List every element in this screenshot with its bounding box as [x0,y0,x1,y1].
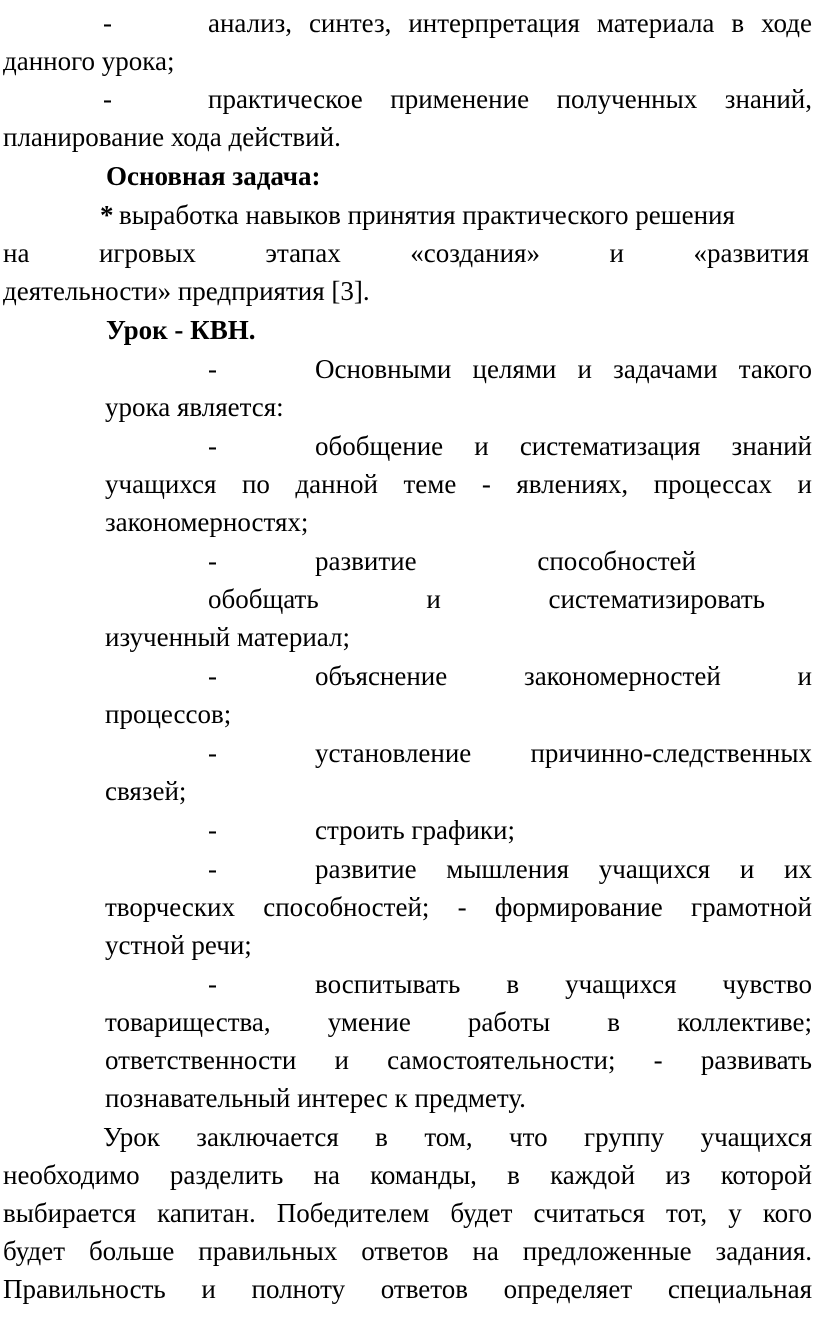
list-item-text: творческих способностей; - формирование грамотной [105,892,812,922]
list-item-text: воспитывать в учащихся чувство [315,969,812,999]
list-dash: - [208,661,217,691]
list-item-text: развитие способностей [315,546,696,576]
list-item-text: устной речи; [105,930,252,960]
list-item-text: установление причинно-следственных [315,738,812,768]
list-item-text: познавательный интерес к предмету. [105,1083,526,1113]
list-item-text: учащихся по данной теме - явлениях, процессах и [105,469,812,499]
paragraph-line: выработка навыков принятия практического решения [119,200,735,230]
section-heading: Урок - КВН. [106,315,256,345]
list-item-text: закономерностях; [105,507,309,537]
section-heading: Основная задача: [106,161,321,191]
list-item-text: практическое применение полученных знаний, [208,84,812,114]
list-item-text: развитие мышления учащихся и их [315,854,812,884]
paragraph-line: Правильность и полноту ответов определяет специальная [3,1274,812,1304]
list-item-text: планирование хода действий. [3,122,341,152]
list-item-text: связей; [105,776,187,806]
list-item-text: процессов; [105,699,232,729]
list-item-text: объяснение закономерностей и [315,661,812,691]
paragraph-line: необходимо разделить на команды, в каждой из которой [3,1160,812,1190]
list-item-text: обобщение и систематизация знаний [315,431,812,461]
bullet-star: * [100,200,114,230]
paragraph-line: выбирается капитан. Победителем будет считаться тот, у кого [3,1198,812,1228]
list-item-text: ответственности и самостоятельности; - развивать [105,1045,812,1075]
paragraph-line: деятельности» предприятия [3]. [3,276,370,306]
list-dash: - [208,815,217,845]
list-dash: - [208,546,217,576]
list-dash: - [208,738,217,768]
paragraph-line: на игровых этапах «создания» и «развития [3,238,809,268]
list-dash: - [208,354,217,384]
list-item-text: урока является: [105,392,284,422]
paragraph-line: Урок заключается в том, что группу учащихся [103,1122,812,1152]
list-item-text: анализ, синтез, интерпретация материала в ходе [208,8,812,38]
list-dash: - [103,8,112,38]
list-item-text: обобщать и систематизировать [208,584,765,614]
list-dash: - [208,969,217,999]
list-dash: - [103,84,112,114]
list-item-text: изученный материал; [105,622,350,652]
list-item-text: строить графики; [315,815,515,845]
list-item-text: товарищества, умение работы в коллективе; [105,1007,812,1037]
paragraph-line: будет больше правильных ответов на предложенные задания. [3,1236,812,1266]
list-item-text: данного урока; [3,46,175,76]
list-item-text: Основными целями и задачами такого [315,354,812,384]
list-dash: - [208,431,217,461]
list-dash: - [208,854,217,884]
